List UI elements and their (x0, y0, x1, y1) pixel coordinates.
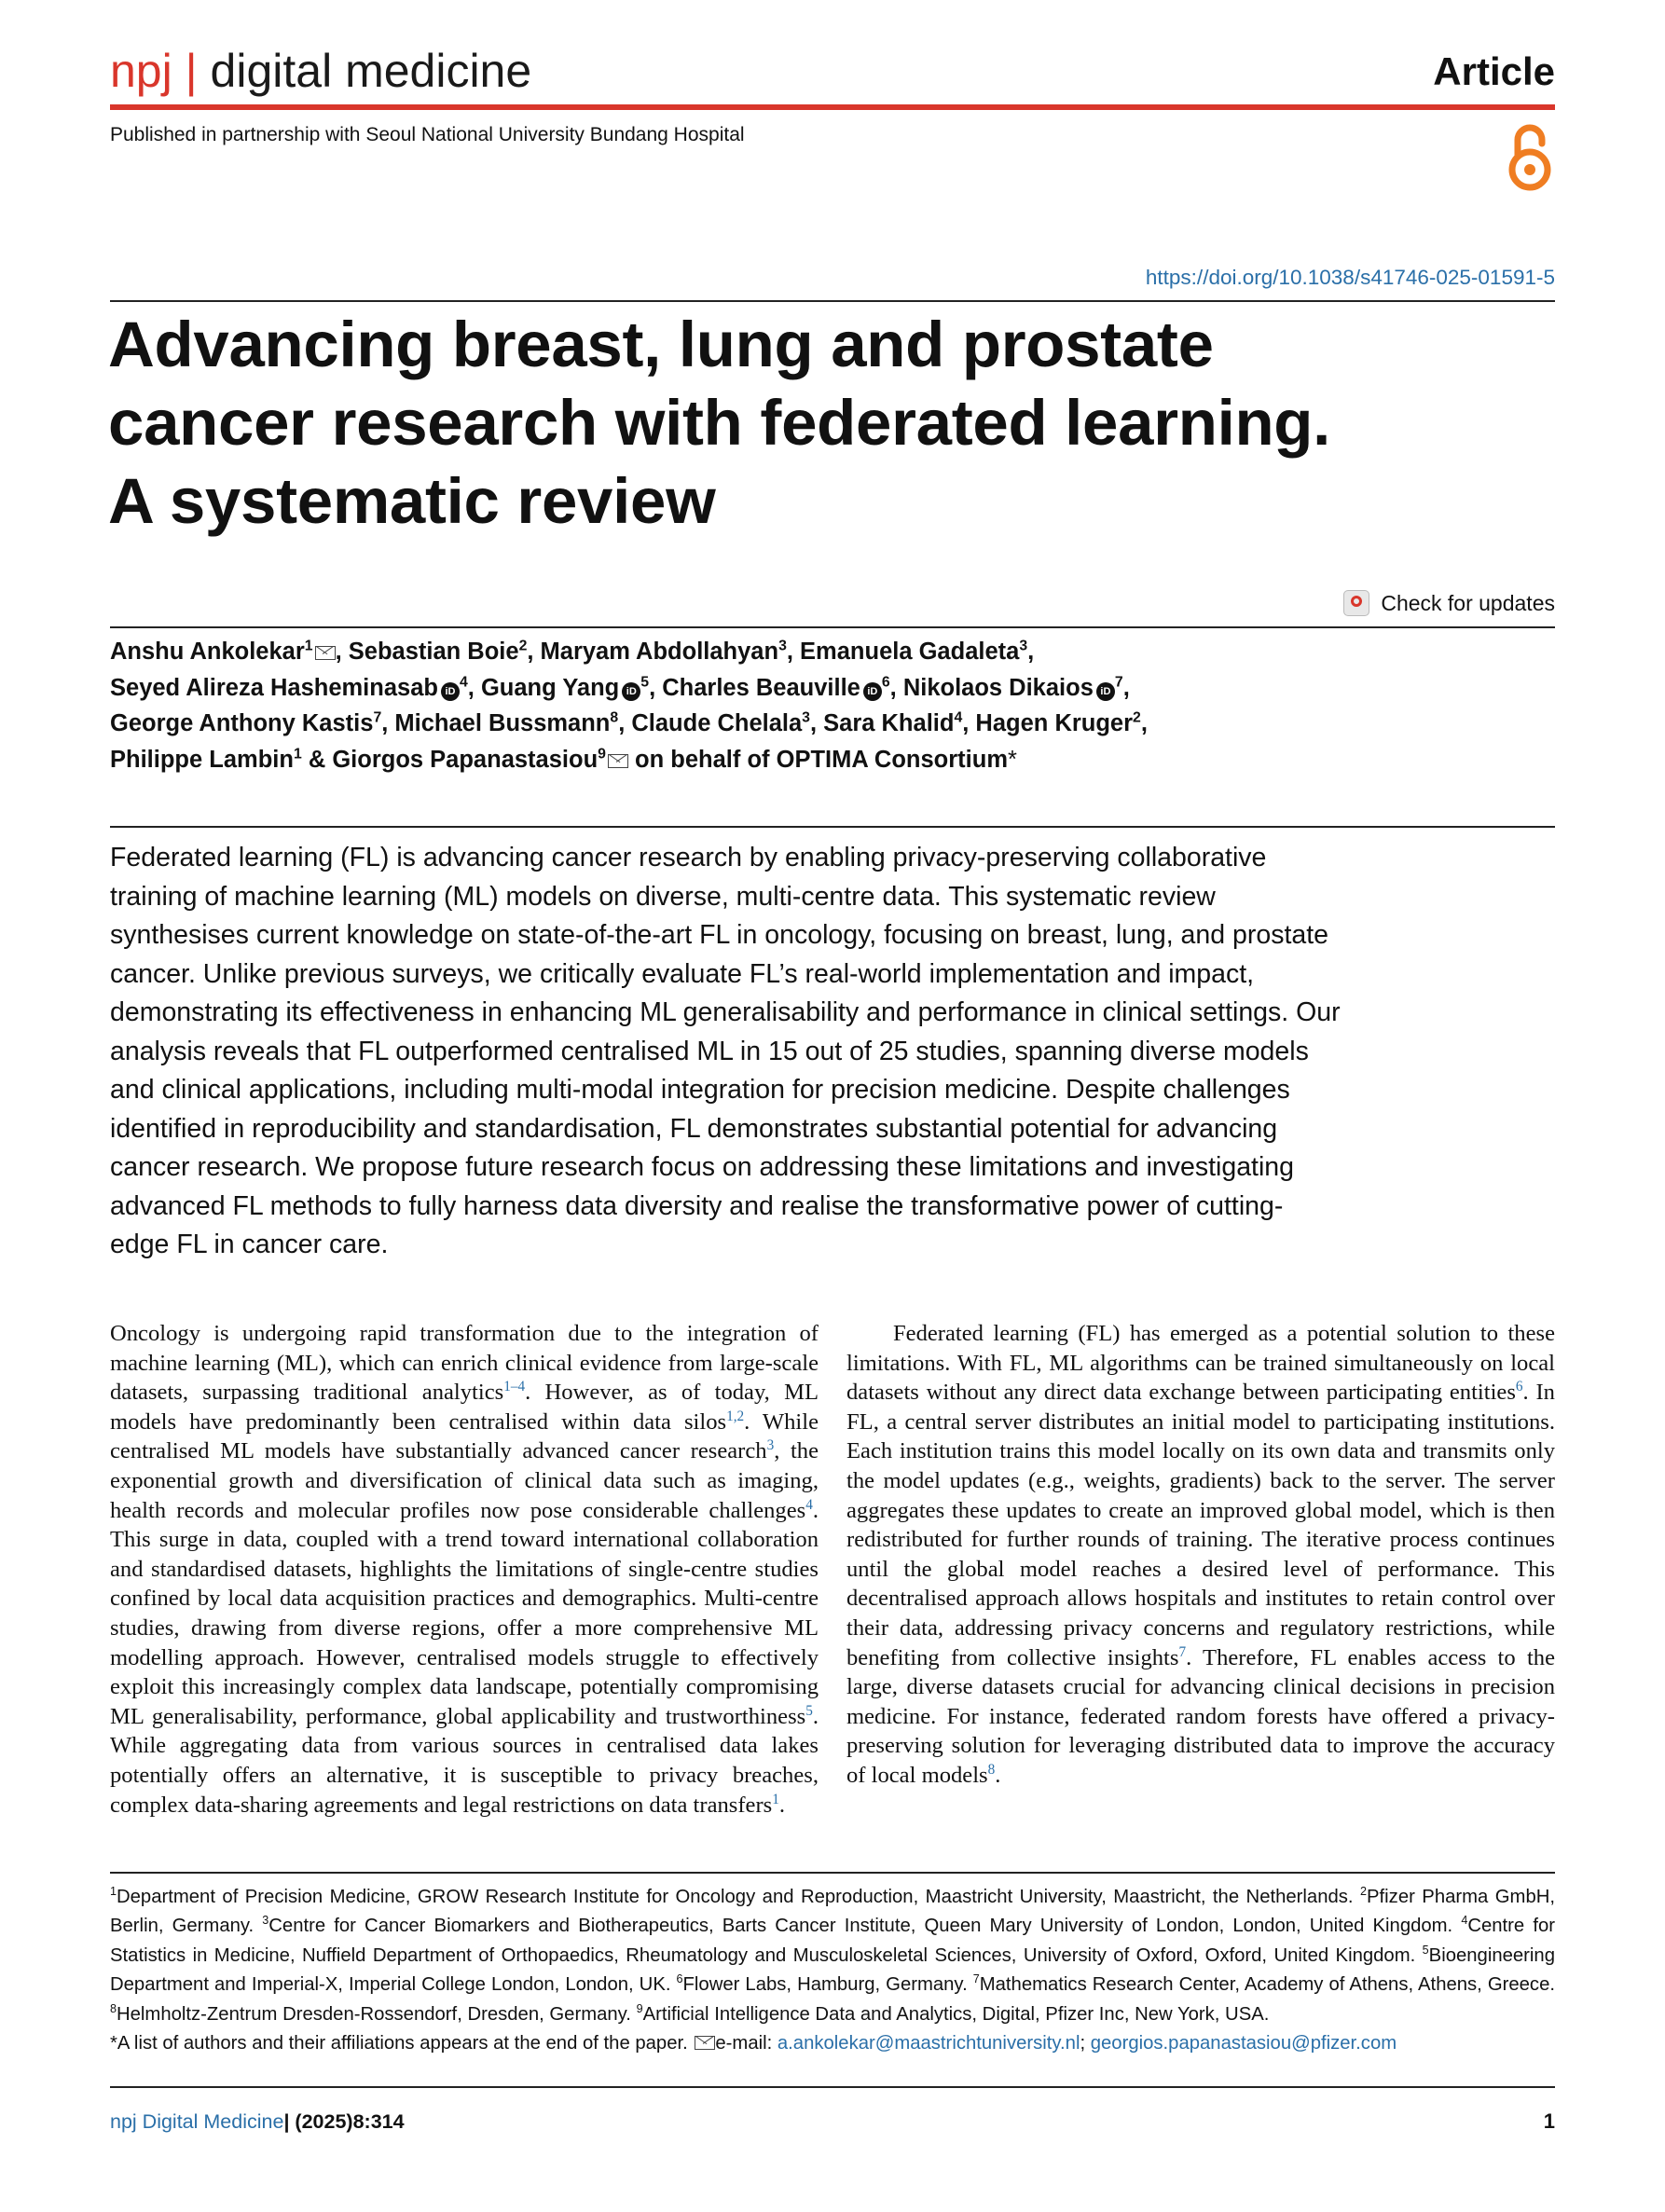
author-name: Giorgos Papanastasiou (332, 746, 599, 773)
title-line-2: cancer research with federated learning. (108, 387, 1331, 459)
affiliation-text: Department of Precision Medicine, GROW Research Institute for Oncology and Reproduction, Maastricht University, Maastricht, the Netherlands. (117, 1887, 1361, 1907)
author-affiliation-mark: 1 (304, 638, 313, 654)
author-affiliation-mark: 3 (778, 638, 787, 654)
citation-ref: 5 (805, 1702, 813, 1719)
body-left-column: Oncology is undergoing rapid transformation due to the integration of machine learning (ML), which can enrich clinical evidence from large-scale datasets, surpassing traditional analytics$^{1-4}$. However, as of today, ML models have predominantly been centralised within data silos$^{1,2}$. While centralised ML models have substantially advanced cancer research$^3$, the exponential growth and diversification of clinical data such as imaging, health records and molecular profiles now pose considerable challenges$^4$. This surge in data, coupled with a trend toward international collaboration and standardised datasets, highlights the limitations of single-centre studies confined by local data acquisition practices and demographics. Multi-centre studies, drawing from diverse regions, offer a more comprehensive ML modelling approach. However, centralised models struggle to effectively exploit this increasingly complex data landscape, potentially compromising ML generalisability, performance, global applicability and trustworthiness$^5$. While aggregating data from various sources in centralised data lakes potentially offers an alternative, it is susceptible to privacy breaches, complex data-sharing agreements and legal restrictions on data transfers$^1$. (110, 1321, 819, 1818)
affiliation-text: Centre for Cancer Biomarkers and Biotherapeutics, Barts Cancer Institute, Queen Mary University of London, London, United Kingdom. (268, 1916, 1462, 1937)
author (631, 710, 810, 736)
check-for-updates-button[interactable] (1343, 589, 1555, 617)
affiliation-number: 5 (1422, 1944, 1429, 1958)
author (110, 710, 381, 736)
doi-link[interactable]: https://doi.org/10.1038/s41746-025-01591-5 (1145, 266, 1555, 289)
citation-ref: 8 (987, 1761, 996, 1778)
email-link-ankolekar[interactable]: a.ankolekar@maastrichtuniversity.nl (777, 2033, 1080, 2054)
affiliation-text: Mathematics Research Center, Academy of Athens, Athens, Greece. (979, 1974, 1555, 1996)
author-name: Emanuela Gadaleta (800, 639, 1020, 665)
citation-ref: 7 (1178, 1643, 1187, 1660)
author-name: George Anthony Kastis (110, 710, 374, 736)
consortium-note: *A list of authors and their affiliations appears at the end of the paper. (110, 2033, 694, 2054)
author (800, 639, 1027, 665)
author (110, 675, 468, 701)
brand-npj: npj (110, 45, 172, 97)
brand-separator: | (185, 45, 198, 97)
author-affiliation-mark: 7 (1114, 674, 1123, 690)
affiliation-text: Centre for Statistics in Medicine, Nuffield Department of Orthopaedics, Rheumatology and Musculoskeletal Sciences, University of Oxford, Oxford, United Kingdom. (110, 1916, 1555, 1966)
email-icon (315, 646, 336, 660)
author (975, 710, 1140, 736)
author-affiliation-mark: 5 (640, 674, 650, 690)
author-affiliation-mark: 3 (802, 709, 810, 726)
author (903, 675, 1123, 701)
brand-journal-name: digital medicine (210, 45, 532, 97)
author-name: Sebastian Boie (348, 639, 519, 665)
title-line-3: A systematic review (108, 465, 716, 537)
check-updates-label: Check for updates (1381, 591, 1555, 615)
email-label: e-mail: (715, 2033, 777, 2054)
author-name: Nikolaos Dikaios (902, 674, 1094, 701)
author-affiliation-mark: 6 (881, 674, 890, 690)
author (394, 710, 618, 736)
affiliation-number: 7 (972, 1972, 980, 1986)
author (481, 675, 649, 701)
affiliation-text: Helmholtz-Zentrum Dresden-Rossendorf, Dresden, Germany. (117, 2003, 637, 2025)
orcid-icon: iD (441, 682, 460, 701)
author-name: Sara Khalid (823, 710, 955, 736)
author-affiliation-mark: 2 (518, 638, 528, 654)
consortium-mark: * (1008, 746, 1017, 773)
email-link-papanastasiou[interactable]: georgios.papanastasiou@pfizer.com (1090, 2033, 1397, 2054)
affiliation-text: Pfizer Pharma GmbH, Berlin, Germany. (110, 1887, 1556, 1937)
author-affiliation-mark: 7 (373, 709, 382, 726)
author-name: Guang Yang (480, 674, 620, 701)
affiliation-text: Artificial Intelligence Data and Analytics, Digital, Pfizer Inc, New York, USA. (642, 2003, 1270, 2025)
affiliation-number: 4 (1461, 1914, 1468, 1928)
body-right-column: Federated learning (FL) has emerged as a potential solution to these limitations. With FL, ML algorithms can be trained simultaneously on local datasets without any direct data exchange between participating entities$^6$. In FL, a central server distributes an initial model to participating institutions. Each institution trains this model locally on its own data and transmits only the model updates (e.g., weights, gradients) back to the server. The server aggregates these updates to create an improved global model, which is then redistributed for further rounds of training. The iterative process continues until the global model reaches a desired level of performance. This decentralised approach allows hospitals and institutes to retain control over their data, addressing privacy concerns and regulatory restrictions, while benefiting from collective insights$^7$. Therefore, FL enables access to the large, diverse datasets crucial for advancing clinical decisions in precision medicine. For instance, federated random forests have offered a privacy-preserving solution for leveraging distributed data to improve the accuracy of local models$^8$. (846, 1321, 1555, 1788)
author-name: Hagen Kruger (975, 710, 1134, 736)
email-icon (608, 754, 628, 768)
authors-top-rule (110, 626, 1555, 628)
citation-ref: 4 (805, 1496, 813, 1513)
open-access-lock-icon (1507, 119, 1553, 194)
orcid-icon: iD (622, 682, 640, 701)
title-line-1: Advancing breast, lung and prostate (108, 309, 1214, 380)
author-affiliation-mark: 2 (1133, 709, 1141, 726)
footer-volume: | (2025)8:314 (283, 2110, 405, 2133)
author-name: Philippe Lambin (110, 746, 294, 773)
author (110, 639, 336, 665)
author-name: Maryam Abdollahyan (540, 639, 779, 665)
affiliation-number: 6 (676, 1972, 683, 1986)
author-list: Anshu Ankolekar$^1$ , Sebastian Boie$^2$, Maryam Abdollahyan$^3$, Emanuela Gadaleta$^3$, Seyed Alireza Hasheminasab $iD^4$, Guang Yang $iD^5$, Charles Beauville $iD^6$, Nikolaos Dikaios $iD^7$, George Anthony Kastis$^7$, Michael Bussmann$^8$, Claude Chelala$^3$, Sara Khalid$^4$, Hagen Kruger$^2$, Philippe Lambin$^1$ & Giorgos Papanastasiou$^9$ on behalf of OPTIMA Consortium* (110, 638, 1148, 773)
author-name: Seyed Alireza Hasheminasab (110, 674, 438, 701)
abstract-top-rule (110, 826, 1555, 828)
author-affiliation-mark: 4 (954, 709, 963, 726)
affiliation-text: Bioengineering Department and Imperial-X, Imperial College London, London, UK. (110, 1944, 1555, 1996)
author (823, 710, 962, 736)
affiliations-top-rule (110, 1872, 1555, 1874)
affiliation-number: 3 (262, 1914, 269, 1928)
author-affiliation-mark: 8 (610, 709, 619, 726)
author (332, 747, 628, 773)
journal-brand (110, 43, 531, 99)
author (662, 675, 889, 701)
citation-ref: 1,2 (726, 1408, 745, 1424)
email-separator: ; (1080, 2033, 1091, 2054)
partnership-note: Published in partnership with Seoul National University Bundang Hospital (110, 124, 745, 145)
affiliation-list (110, 1887, 1555, 2025)
footer-citation (110, 2109, 405, 2135)
author (349, 639, 528, 665)
citation-ref: 3 (766, 1437, 775, 1454)
author-affiliation-mark: 9 (598, 746, 606, 762)
citation-ref: 6 (1515, 1379, 1523, 1395)
consortium-name: on behalf of OPTIMA Consortium (635, 746, 1008, 773)
author-affiliation-mark: 1 (293, 746, 302, 762)
email-icon (695, 2036, 715, 2050)
footer-journal[interactable]: npj Digital Medicine (110, 2110, 284, 2133)
affiliation-number: 2 (1360, 1885, 1368, 1899)
affiliation-text: Flower Labs, Hamburg, Germany. (682, 1974, 973, 1996)
author-name: Michael Bussmann (394, 710, 611, 736)
author-affiliation-mark: 3 (1019, 638, 1028, 654)
article-title (108, 306, 1330, 541)
check-updates-icon (1343, 590, 1369, 616)
author (110, 747, 302, 773)
header-accent-rule (110, 104, 1555, 110)
article-type: Article (1433, 49, 1555, 93)
affiliation-number: 1 (110, 1885, 117, 1899)
orcid-icon: iD (863, 682, 882, 701)
footer-rule (110, 2086, 1555, 2088)
abstract: Federated learning (FL) is advancing cancer research by enabling privacy-preserving collaborative training of machine learning (ML) models on diverse, multi-centre data. This systematic review synthesises current knowledge on state-of-the-art FL in oncology, focusing on breast, lung, and prostate cancer. Unlike previous surveys, we critically evaluate FL’s real-world implementation and impact, demonstrating its effectiveness in enhancing ML generalisability and performance in clinical settings. Our analysis reveals that FL outperformed centralised ML in 15 out of 25 studies, spanning diverse models and clinical applications, including multi-modal integration for precision medicine. Despite challenges identified in reproducibility and standardisation, FL demonstrates substantial potential for advancing cancer research. We propose future research focus on addressing these limitations and investigating advanced FL methods to fully harness data diversity and realise the transformative power of cutting-edge FL in cancer care. (110, 843, 1341, 1259)
author-affiliation-mark: 4 (459, 674, 468, 690)
author (541, 639, 787, 665)
citation-ref: 1 (772, 1791, 779, 1807)
doi-rule (110, 300, 1555, 302)
citation-ref: 1–4 (503, 1379, 526, 1395)
affiliations (110, 1883, 1555, 2058)
affiliation-number: 9 (636, 2001, 643, 2015)
affiliation-number: 8 (110, 2001, 117, 2015)
author-name: Anshu Ankolekar (110, 639, 305, 665)
page-number: 1 (1543, 2109, 1555, 2133)
author-name: Claude Chelala (631, 710, 803, 736)
author-name: Charles Beauville (662, 674, 860, 701)
orcid-icon: iD (1096, 682, 1115, 701)
